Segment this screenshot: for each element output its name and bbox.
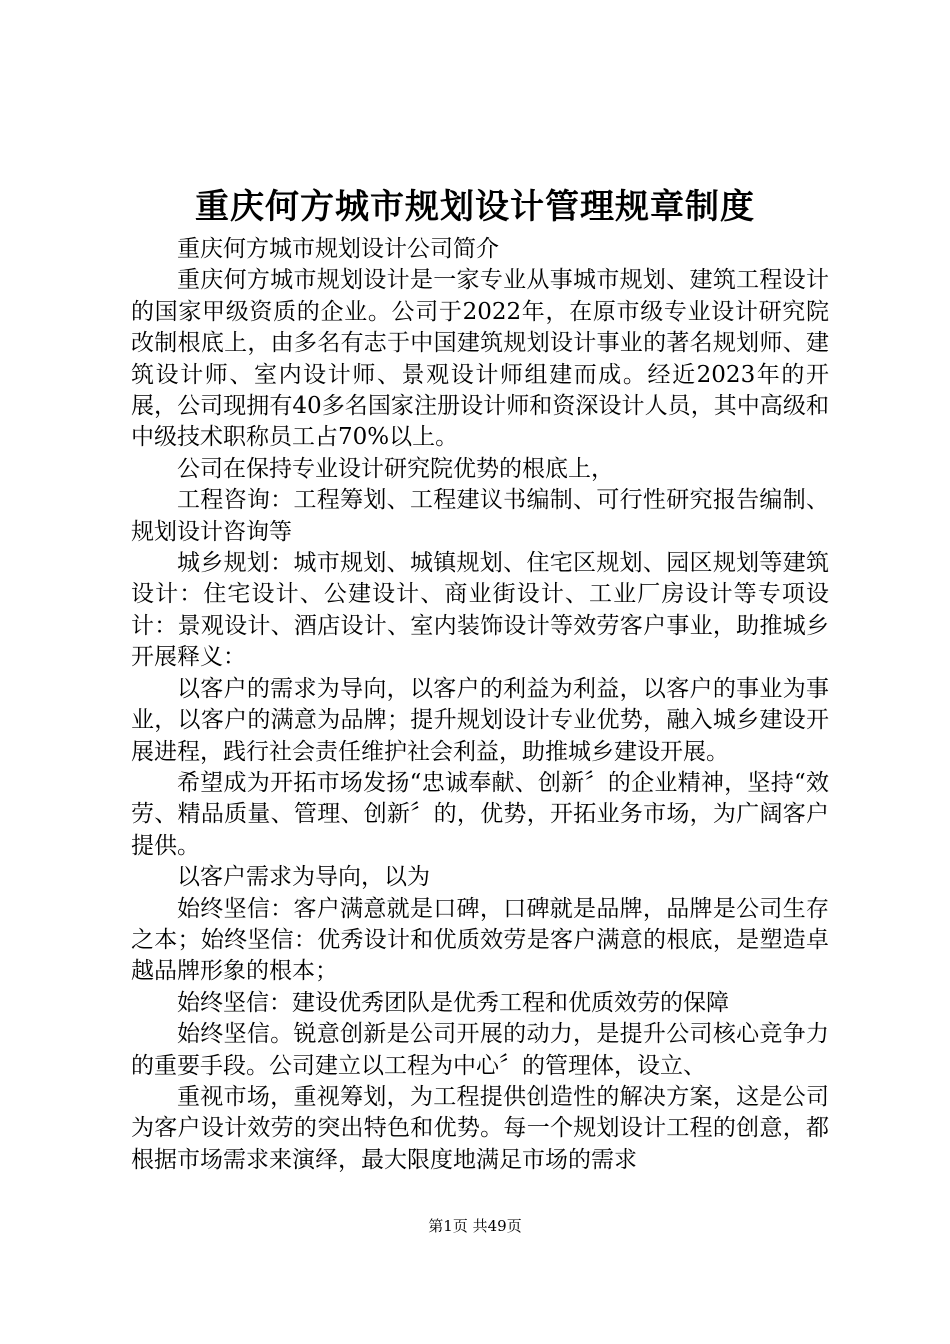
- paragraph: 以客户的需求为导向，以客户的利益为利益，以客户的事业为事业，以客户的满意为品牌；提升规划设计专业优势，融入城乡建设开展进程，践行社会责任维护社会利益，助推城乡建设开展。: [131, 675, 829, 765]
- paragraph: 重庆何方城市规划设计是一家专业从事城市规划、建筑工程设计的国家甲级资质的企业。公司于2022年，在原市级专业设计研究院改制根底上，由多名有志于中国建筑规划设计事业的著名规划师、建筑设计师、室内设计师、景观设计师组建而成。经近2023年的开展，公司现拥有40多名国家注册设计师和资深设计人员，其中高级和中级技术职称员工占70%以上。: [131, 267, 829, 451]
- paragraph: 工程咨询：工程筹划、工程建议书编制、可行性研究报告编制、规划设计咨询等: [131, 487, 829, 545]
- paragraph: 始终坚信：客户满意就是口碑，口碑就是品牌，品牌是公司生存之本；始终坚信：优秀设计和优质效劳是客户满意的根底，是塑造卓越品牌形象的根本；: [131, 895, 829, 985]
- paragraph: 以客户需求为导向，以为: [177, 864, 430, 891]
- paragraph: 公司在保持专业设计研究院优势的根底上，: [177, 455, 614, 482]
- paragraph: 希望成为开拓市场发扬“忠诚奉献、创新〞的企业精神，坚持“效劳、精品质量、管理、创新〞的，优势，开拓业务市场，为广阔客户提供。: [131, 769, 829, 859]
- paragraph: 始终坚信。锐意创新是公司开展的动力，是提升公司核心竞争力的重要手段。公司建立以工程为中心〞的管理体，设立、: [131, 1021, 829, 1079]
- paragraph: 重庆何方城市规划设计公司简介: [177, 236, 499, 262]
- paragraph: 重视市场，重视筹划，为工程提供创造性的解决方案，这是公司为客户设计效劳的突出特色和优势。每一个规划设计工程的创意，都根据市场需求来演绎，最大限度地满足市场的需求: [131, 1083, 829, 1173]
- paragraph: 始终坚信：建设优秀团队是优秀工程和优质效劳的保障: [177, 989, 729, 1016]
- document-title: 重庆何方城市规划设计管理规章制度: [195, 187, 755, 227]
- paragraph: 城乡规划：城市规划、城镇规划、住宅区规划、园区规划等建筑设计：住宅设计、公建设计、商业街设计、工业厂房设计等专项设计：景观设计、酒店设计、室内装饰设计等效劳客户事业，助推城乡开展释义：: [131, 550, 829, 671]
- page-number-footer: 第1页 共49页: [428, 1217, 522, 1235]
- document-body: [131, 234, 829, 1176]
